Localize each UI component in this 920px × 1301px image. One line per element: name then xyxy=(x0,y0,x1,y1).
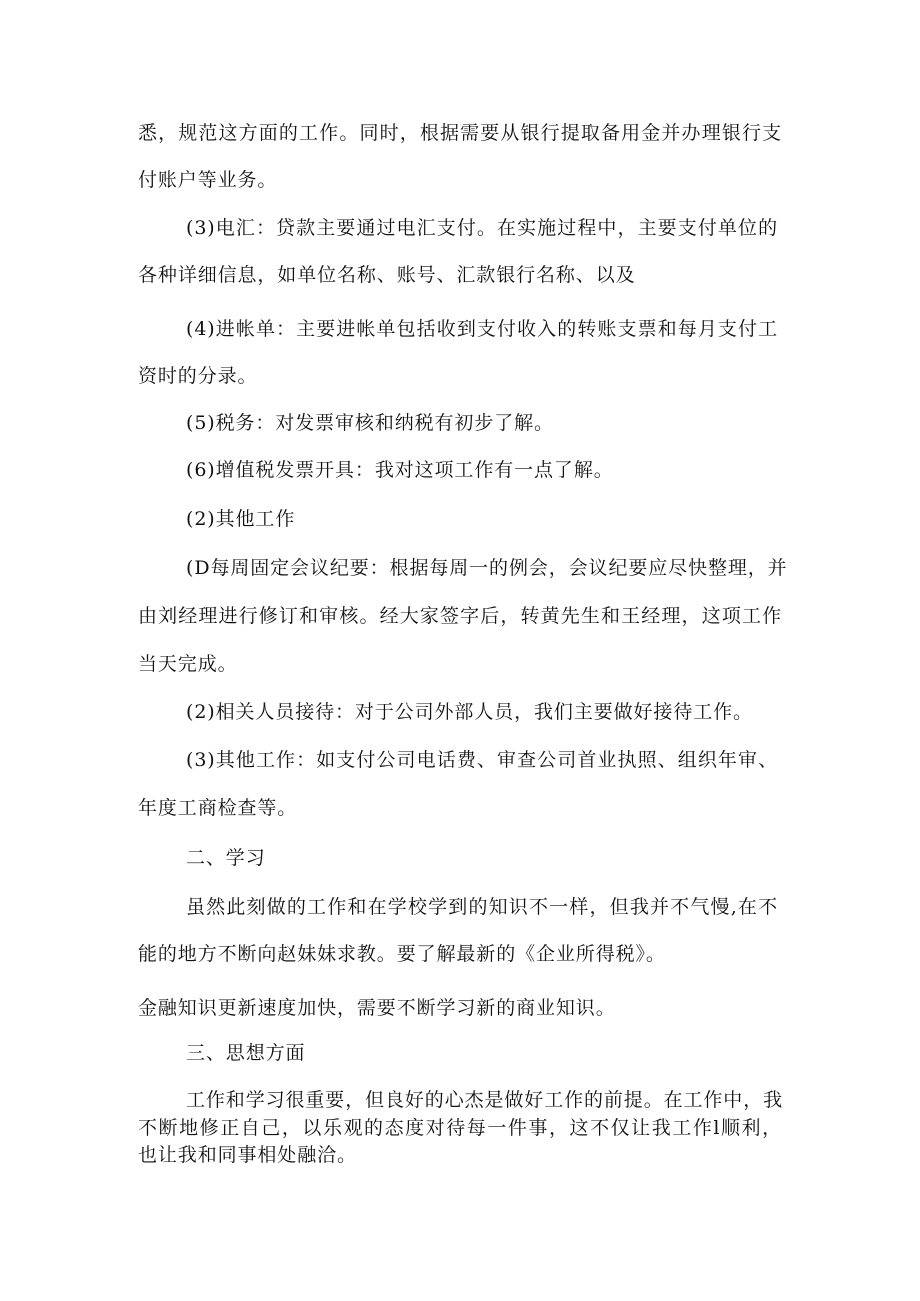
paragraph-line: 不断地修正自己，以乐观的态度对待每一件事，这不仅让我工作l顺利， xyxy=(138,1117,782,1139)
section-heading-other-work: (2)其他工作 xyxy=(186,508,296,530)
list-item-reception: (2)相关人员接待：对于公司外部人员，我们主要做好接待工作。 xyxy=(186,701,753,723)
list-item-meeting-minutes: (D每周固定会议纪要：根据每周一的例会，会议纪要应尽快整理，并 xyxy=(186,557,788,579)
list-item-other-work: (3)其他工作：如支付公司电话费、审查公司首业执照、组织年审、 xyxy=(186,749,778,771)
paragraph-line: 当天完成。 xyxy=(138,653,238,675)
paragraph-line: 金融知识更新速度加快，需要不断学习新的商业知识。 xyxy=(138,997,616,1019)
paragraph-line: 付账户等业务。 xyxy=(138,169,278,191)
list-item-vat-invoice: (6)增值税发票开具：我对这项工作有一点了解。 xyxy=(186,459,614,481)
paragraph-line: 能的地方不断向赵妹妹求教。要了解最新的《企业所得税》。 xyxy=(138,943,666,965)
list-item-wire-transfer: (3)电汇：贷款主要通过电汇支付。在实施过程中，主要支付单位的 xyxy=(186,217,778,239)
list-item-tax: (5)税务：对发票审核和纳税有初步了解。 xyxy=(186,412,554,434)
paragraph-line: 工作和学习很重要，但良好的心杰是做好工作的前提。在工作中，我 xyxy=(186,1089,784,1111)
section-heading-thinking: 三、思想方面 xyxy=(186,1042,306,1064)
paragraph-line: 虽然此刻做的工作和在学校学到的知识不一样，但我并不气慢,在不 xyxy=(186,896,778,918)
paragraph-line: 由刘经理进行修订和审核。经大家签字后，转黄先生和王经理，这项工作 xyxy=(138,605,782,627)
paragraph-line: 各种详细信息，如单位名称、账号、汇款银行名称、以及 xyxy=(138,264,636,286)
list-item-deposit-slip: (4)进帐单：主要进帐单包括收到支付收入的转账支票和每月支付工 xyxy=(186,318,778,340)
section-heading-study: 二、学习 xyxy=(186,847,266,869)
paragraph-line: 年度工商检查等。 xyxy=(138,797,298,819)
paragraph-line: 资时的分录。 xyxy=(138,365,258,387)
paragraph-line: 也让我和同事相处融洽。 xyxy=(138,1144,357,1166)
paragraph-line: 悉，规范这方面的工作。同时，根据需要从银行提取备用金并办理银行支 xyxy=(138,122,782,144)
